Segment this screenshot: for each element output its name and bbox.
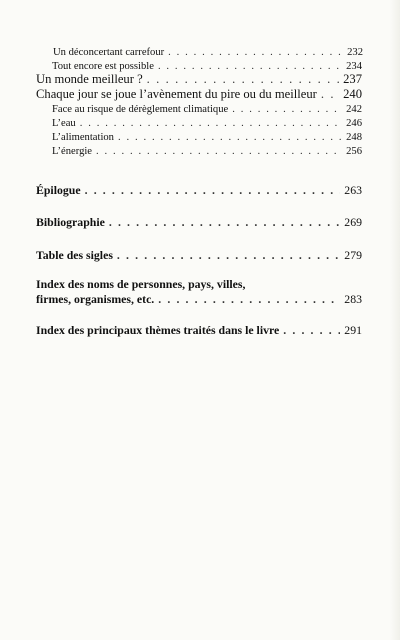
dot-leader	[158, 60, 342, 73]
toc-entry-page: 269	[344, 215, 362, 229]
dot-leader	[85, 184, 341, 197]
toc-entry[interactable]	[52, 103, 362, 116]
dot-leader	[321, 88, 339, 101]
toc-entry[interactable]	[36, 73, 362, 86]
toc-entry-page: 232	[347, 47, 363, 58]
dot-leader	[168, 46, 343, 59]
dot-leader	[232, 103, 342, 116]
toc-entry-page: 246	[346, 118, 362, 129]
toc-entry-page: 263	[344, 183, 362, 197]
toc-entry-title: Un monde meilleur ?	[36, 72, 143, 86]
toc-entry[interactable]	[36, 293, 362, 306]
toc-entry-title: Face au risque de dérèglement climatique	[52, 104, 229, 115]
toc-entry-page: 240	[343, 87, 362, 101]
toc-entry-title: Chaque jour se joue l’avènement du pire ou du meilleur	[36, 87, 317, 101]
dot-leader	[80, 117, 342, 130]
toc-entry-page: 279	[344, 248, 362, 262]
toc-entry-title-line[interactable]	[36, 277, 245, 292]
toc-entry-page: 242	[346, 104, 362, 115]
toc-entry-page: 283	[344, 292, 362, 306]
toc-entry[interactable]	[36, 324, 362, 337]
toc-entry-title: L’eau	[52, 118, 76, 129]
toc-entry-title: Table des sigles	[36, 248, 113, 262]
toc-entry-page: 248	[346, 132, 362, 143]
toc-entry-page: 291	[344, 323, 362, 337]
toc-entry[interactable]	[52, 145, 362, 158]
dot-leader	[96, 145, 342, 158]
dot-leader	[158, 293, 340, 306]
toc-entry[interactable]	[36, 249, 362, 262]
toc-entry-title: L’énergie	[52, 146, 93, 157]
dot-leader	[117, 249, 340, 262]
toc-entry-title: Index des noms de personnes, pays, villes,	[36, 277, 246, 291]
toc-entry-title: L’alimentation	[52, 132, 114, 143]
dot-leader	[147, 73, 339, 86]
toc-entry[interactable]	[36, 184, 362, 197]
toc-entry-title: Un déconcertant carrefour	[53, 47, 165, 58]
toc-entry-page: 256	[346, 146, 362, 157]
toc-entry-page: 237	[343, 72, 362, 86]
toc-entry[interactable]	[36, 88, 362, 101]
toc-entry-title: Épilogue	[36, 183, 81, 197]
toc-entry-title: Index des principaux thèmes traités dans le livre	[36, 323, 280, 337]
dot-leader	[109, 216, 340, 229]
toc-entry-title: Tout encore est possible	[52, 61, 154, 72]
toc-entry[interactable]	[36, 216, 362, 229]
toc-entry[interactable]	[52, 117, 362, 130]
dot-leader	[283, 324, 340, 337]
toc-entry-title: Bibliographie	[36, 215, 105, 229]
toc-entry[interactable]	[52, 131, 362, 144]
toc-entry-page: 234	[346, 61, 362, 72]
toc-entry-title: firmes, organismes, etc.	[36, 292, 155, 306]
toc-entry[interactable]	[53, 46, 363, 59]
dot-leader	[118, 131, 342, 144]
